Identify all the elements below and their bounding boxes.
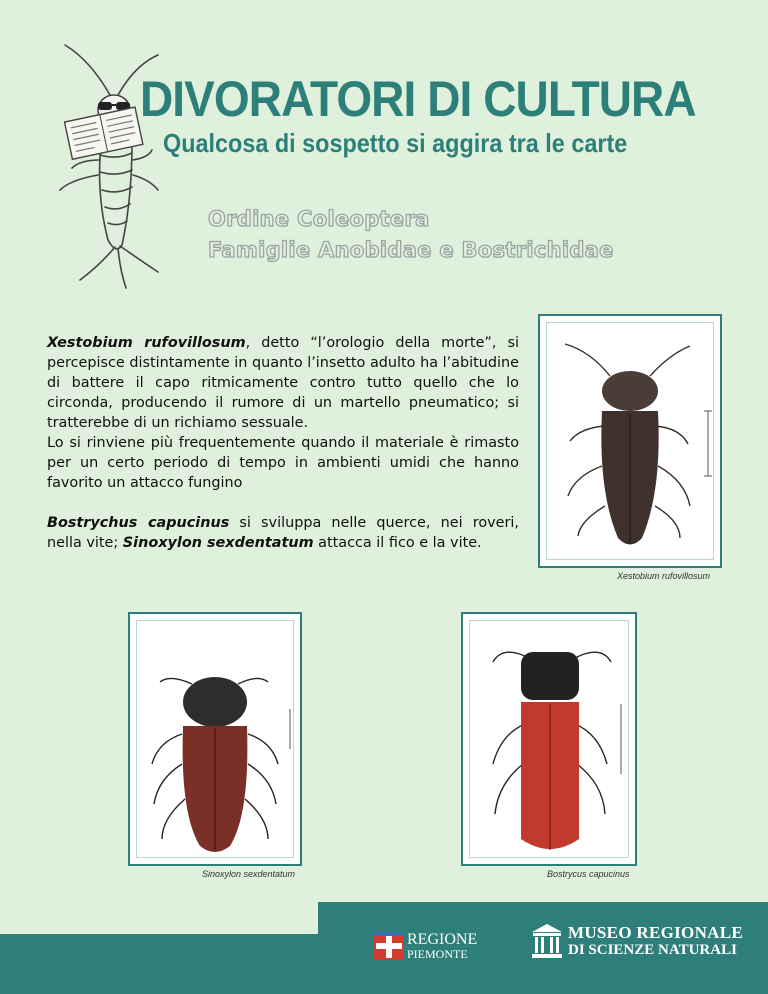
page-subtitle: Qualcosa di sospetto si aggira tra le carte xyxy=(163,128,628,158)
caption-xestobium: Xestobium rufovillosum xyxy=(617,571,711,581)
species-name: Xestobium rufovillosum xyxy=(47,335,246,351)
museo-name-line2: DI SCIENZE NATURALI xyxy=(568,942,737,958)
bostrycus-beetle-image xyxy=(463,614,635,864)
museo-logo xyxy=(530,922,743,960)
paragraph-xestobium: Xestobium rufovillosum, detto “l’orologio della morte”, si percepisce distintamente in quanto l’insetto adulto ha l’abitudine di battere il capo ritmicamente contro tutto quello che lo circonda, producendo il rumore di un martello pneumatico; si tratterebbe di un richiamo sessuale. xyxy=(47,335,519,431)
regione-piemonte-logo xyxy=(374,932,477,960)
regione-flag-icon xyxy=(374,932,404,960)
plate-xestobium xyxy=(538,314,722,568)
species-name: Bostrychus capucinus xyxy=(47,515,230,531)
description-text xyxy=(47,333,519,553)
piemonte-label: PIEMONTE xyxy=(407,947,468,961)
regione-label: REGIONE xyxy=(407,931,478,948)
museo-name-line1: MUSEO REGIONALE xyxy=(568,923,743,942)
caption-bostrycus: Bostrycus capucinus xyxy=(547,869,630,879)
plate-bostrycus xyxy=(461,612,637,866)
museum-building-icon xyxy=(530,922,564,960)
page-title: DIVORATORI DI CULTURA xyxy=(140,71,696,127)
footer-notch xyxy=(0,902,318,934)
paragraph-bostrychus: Bostrychus capucinus si sviluppa nelle querce, nei roveri, nella vite; Sinoxylon sexdentatum attacca il fico e la vite. xyxy=(47,515,519,551)
species-name: Sinoxylon sexdentatum xyxy=(122,535,314,551)
plate-sinoxylon xyxy=(128,612,302,866)
sinoxylon-beetle-image xyxy=(130,614,300,864)
order-heading: Ordine Coleoptera xyxy=(208,207,430,231)
families-heading: Famiglie Anobidae e Bostrichidae xyxy=(208,238,614,262)
paragraph-habitat: Lo si rinviene più frequentemente quando il materiale è rimasto per un certo periodo di tempo in ambienti umidi che hanno favorito un attacco fungino xyxy=(47,435,519,491)
caption-sinoxylon: Sinoxylon sexdentatum xyxy=(202,869,296,879)
xestobium-beetle-image xyxy=(540,316,720,566)
